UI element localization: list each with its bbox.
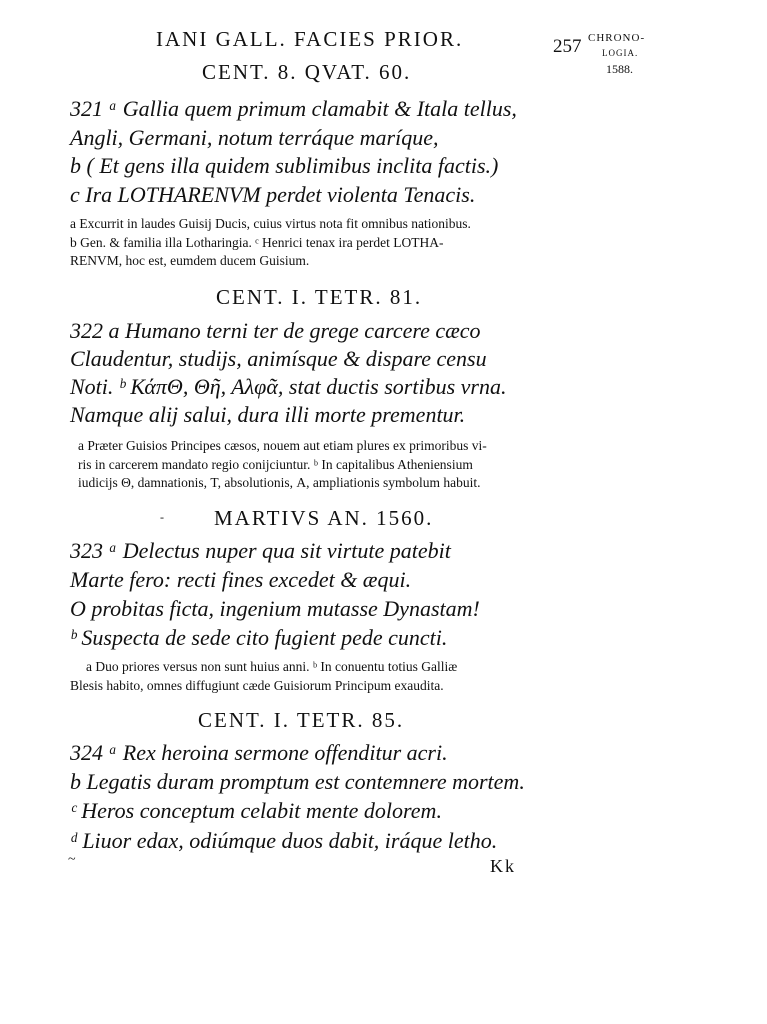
side-note-logia: LOGIA. [602,48,639,58]
footnote-line: RENVM, hoc est, eumdem ducem Guisium. [70,253,310,268]
footnote-line: a Excurrit in laudes Guisij Ducis, cuius virtus nota fit omnibus nationibus. [70,216,471,231]
verse-line: b ( Et gens illa quidem sublimibus inclita factis.) [70,153,499,178]
verse-line: Marte fero: recti fines excedet & æqui. [70,567,412,592]
verse-line: ᵈ Liuor edax, odiúmque duos dabit, iráque letho. [70,828,498,853]
running-head-title: IANI GALL. FACIES PRIOR. [156,27,464,51]
section-heading: CENT. I. TETR. 81. [216,285,423,309]
verse-line: Noti. ᵇ ΚάπΘ, Θῆ, Αλφᾶ, stat ductis sortibus vrna. [70,374,507,399]
section-heading: CENT. 8. QVAT. 60. [202,60,412,84]
side-note-year: 1588. [606,62,633,76]
footnote-line: b Gen. & familia illa Lotharingia. ᶜ Henrici tenax ira perdet LOTHA- [70,235,444,250]
verse-line: 321 ᵃ Gallia quem primum clamabit & Itala tellus, [70,96,517,121]
footnote-line: Blesis habito, omnes diffugiunt cæde Guisiorum Principum exaudita. [70,678,444,693]
verse-line: O probitas ficta, ingenium mutasse Dynastam! [70,596,480,621]
catchword: Kk [490,856,516,876]
footnote-line: ris in carcerem mandato regio conijciuntur. ᵇ In capitalibus Atheniensium [78,457,473,472]
verse-line: 324 ᵃ Rex heroina sermone offenditur acri. [70,740,448,765]
verse-line: ᶜ Heros conceptum celabit mente dolorem. [70,798,442,823]
verse-line: c Ira LOTHARENVM perdet violenta Tenacis. [70,182,476,207]
page-number: 257 [553,36,582,57]
footnote-line: a Præter Guisios Principes cæsos, nouem aut etiam plures ex primoribus vi- [78,438,487,453]
side-note-chrono: CHRONO- [588,32,646,44]
footnote-line: a Duo priores versus non sunt huius anni. ᵇ In conuentu totius Galliæ [86,659,458,674]
verse-line: 323 ᵃ Delectus nuper qua sit virtute patebit [70,538,451,563]
verse-line: Claudentur, studijs, animísque & dispare censu [70,346,487,371]
verse-line: b Legatis duram promptum est contemnere mortem. [70,769,525,794]
verse-line: ᵇ Suspecta de sede cito fugient pede cuncti. [70,625,448,650]
verse-line: Namque alij salui, dura illi morte prementur. [70,402,466,427]
verse-line: Angli, Germani, notum terráque maríque, [70,125,439,150]
stray-mark: ~ [68,852,76,867]
footnote-line: iudicijs Θ, damnationis, Τ, absolutionis, Α, ampliationis symbolum habuit. [78,475,481,490]
verse-line: 322 a Humano terni ter de grege carcere cæco [70,318,481,343]
section-heading: CENT. I. TETR. 85. [198,708,405,732]
section-heading: MARTIVS AN. 1560. [214,506,434,530]
stray-mark: - [160,510,164,524]
